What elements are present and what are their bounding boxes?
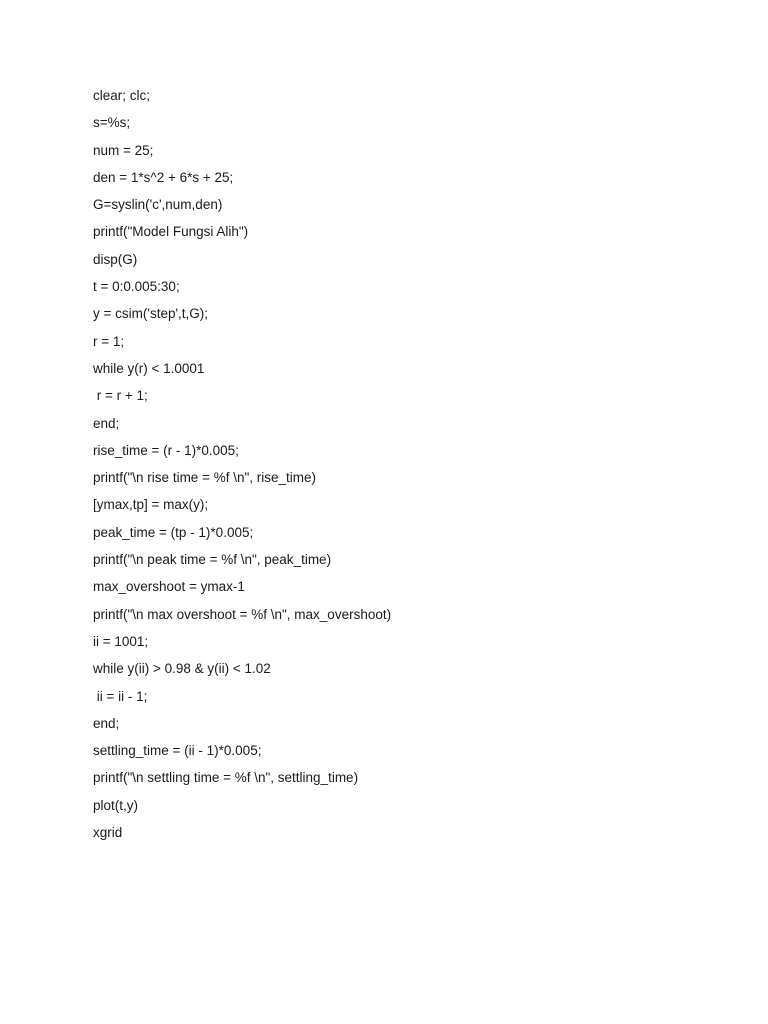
code-line: while y(r) < 1.0001 bbox=[93, 360, 205, 376]
code-line: r = r + 1; bbox=[93, 388, 148, 404]
code-line: num = 25; bbox=[93, 142, 154, 158]
code-line: xgrid bbox=[93, 825, 123, 841]
code-listing bbox=[93, 86, 391, 850]
code-line: [ymax,tp] = max(y); bbox=[93, 497, 209, 513]
code-line: t = 0:0.005:30; bbox=[93, 279, 180, 295]
code-line: disp(G) bbox=[93, 251, 138, 267]
code-line: plot(t,y) bbox=[93, 797, 139, 813]
code-line: ii = ii - 1; bbox=[93, 688, 148, 704]
code-line: clear; clc; bbox=[93, 88, 151, 103]
code-line: printf("\n max overshoot = %f \n", max_overshoot) bbox=[93, 606, 392, 622]
code-line: printf("Model Fungsi Alih") bbox=[93, 224, 249, 240]
code-line: ii = 1001; bbox=[93, 633, 149, 649]
code-line: r = 1; bbox=[93, 333, 125, 349]
code-line: settling_time = (ii - 1)*0.005; bbox=[93, 743, 262, 759]
code-line: printf("\n peak time = %f \n", peak_time) bbox=[93, 552, 332, 568]
code-line: peak_time = (tp - 1)*0.005; bbox=[93, 524, 254, 540]
code-line: y = csim('step',t,G); bbox=[93, 306, 209, 322]
code-line: max_overshoot = ymax-1 bbox=[93, 579, 245, 595]
code-line: while y(ii) > 0.98 & y(ii) < 1.02 bbox=[93, 661, 271, 677]
code-line: rise_time = (r - 1)*0.005; bbox=[93, 442, 239, 458]
code-line: end; bbox=[93, 415, 120, 431]
code-line: printf("\n settling time = %f \n", settling_time) bbox=[93, 770, 359, 786]
code-line: s=%s; bbox=[93, 115, 131, 131]
code-line: end; bbox=[93, 715, 120, 731]
code-line: G=syslin('c',num,den) bbox=[93, 197, 223, 213]
code-line: printf("\n rise time = %f \n", rise_time) bbox=[93, 470, 317, 486]
code-line: den = 1*s^2 + 6*s + 25; bbox=[93, 169, 234, 185]
